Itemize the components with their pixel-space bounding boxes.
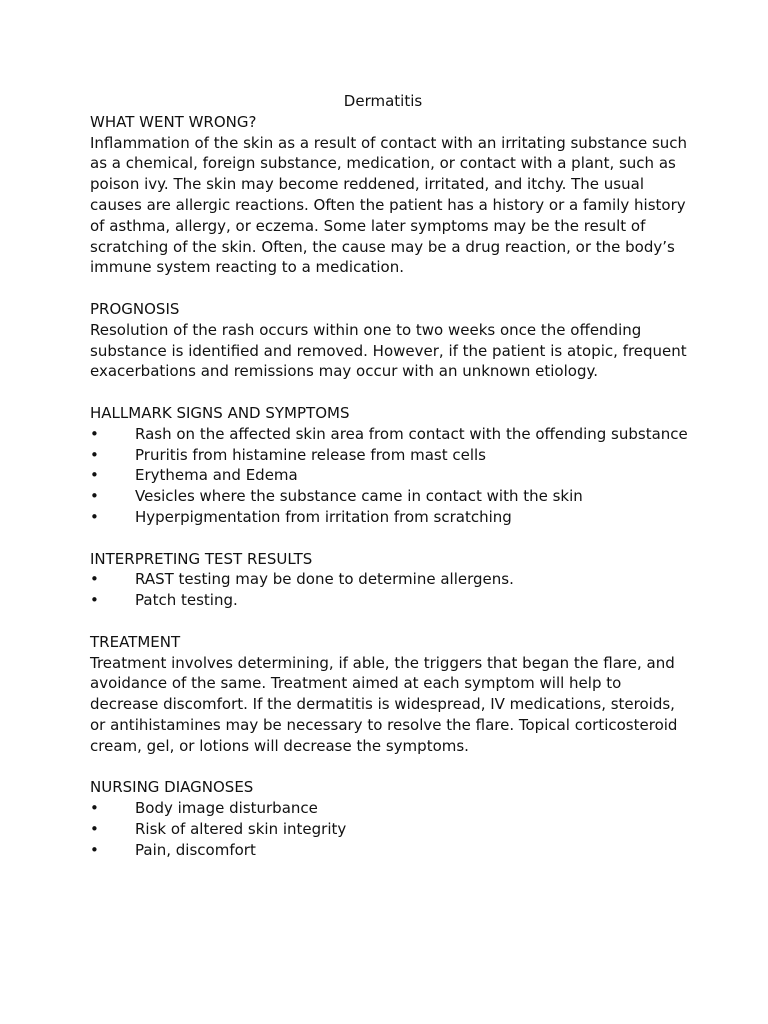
section-body-prognosis: Resolution of the rash occurs within one to two weeks once the offending substance is identified and removed. However, if the patient is atopic, frequent exacerbations and remissions may occur with an unknown etiology. — [90, 320, 687, 381]
document-title: Dermatitis — [343, 92, 423, 110]
test-results-list — [90, 569, 690, 611]
bullet-icon: • — [90, 840, 99, 859]
bullet-icon: • — [90, 466, 99, 485]
hallmark-signs-list — [90, 424, 690, 528]
section-heading-prognosis: PROGNOSIS — [90, 299, 180, 318]
list-item — [90, 465, 690, 486]
bullet-icon: • — [90, 591, 99, 610]
list-item — [90, 590, 690, 611]
bullet-icon: • — [90, 570, 99, 589]
section-spacer — [90, 757, 690, 778]
section-spacer — [90, 278, 690, 299]
list-item-text: RAST testing may be done to determine allergens. — [135, 570, 514, 589]
section-heading-test-results: INTERPRETING TEST RESULTS — [90, 549, 313, 568]
list-item — [90, 840, 690, 861]
bullet-icon: • — [90, 445, 99, 464]
section-body-what-went-wrong: Inflammation of the skin as a result of contact with an irritating substance such as a chemical, foreign substance, medication, or contact with a plant, such as poison ivy. The skin may become reddened, irritated, and itchy. The usual causes are allergic reactions. Often the patient has a history or a family history of asthma, allergy, or eczema. Some later symptoms may be the result of scratching of the skin. Often, the cause may be a drug reaction, or the body’s immune system reacting to a medication. — [90, 133, 688, 277]
list-item-text: Hyperpigmentation from irritation from scratching — [135, 507, 512, 526]
section-spacer — [90, 611, 690, 632]
section-spacer — [90, 382, 690, 403]
list-item-text: Erythema and Edema — [135, 466, 298, 485]
section-heading-nursing-diagnoses: NURSING DIAGNOSES — [90, 778, 254, 797]
nursing-diagnoses-list — [90, 798, 690, 860]
bullet-icon: • — [90, 507, 99, 526]
list-item — [90, 445, 690, 466]
section-body-treatment: Treatment involves determining, if able, the triggers that began the flare, and avoidance of the same. Treatment aimed at each symptom will help to decrease discomfort. If the dermatitis is widespread, IV medications, steroids, or antihistamines may be necessary to resolve the flare. Topical corticosteroid cream, gel, or lotions will decrease the symptoms. — [90, 653, 678, 755]
list-item — [90, 569, 690, 590]
list-item-text: Risk of altered skin integrity — [135, 819, 347, 838]
list-item-text: Rash on the affected skin area from contact with the offending substance — [135, 424, 688, 443]
section-heading-hallmark-signs: HALLMARK SIGNS AND SYMPTOMS — [90, 403, 350, 422]
bullet-icon: • — [90, 487, 99, 506]
document-page — [90, 91, 690, 860]
list-item-text: Patch testing. — [135, 591, 238, 610]
list-item-text: Body image disturbance — [135, 799, 318, 818]
list-item — [90, 819, 690, 840]
bullet-icon: • — [90, 799, 99, 818]
list-item — [90, 424, 690, 445]
bullet-icon: • — [90, 819, 99, 838]
list-item — [90, 798, 690, 819]
list-item — [90, 486, 690, 507]
list-item-text: Vesicles where the substance came in contact with the skin — [135, 487, 583, 506]
bullet-icon: • — [90, 424, 99, 443]
section-spacer — [90, 528, 690, 549]
list-item — [90, 507, 690, 528]
section-heading-what-went-wrong: WHAT WENT WRONG? — [90, 112, 257, 131]
list-item-text: Pruritis from histamine release from mast cells — [135, 445, 486, 464]
section-heading-treatment: TREATMENT — [90, 632, 181, 651]
list-item-text: Pain, discomfort — [135, 840, 256, 859]
